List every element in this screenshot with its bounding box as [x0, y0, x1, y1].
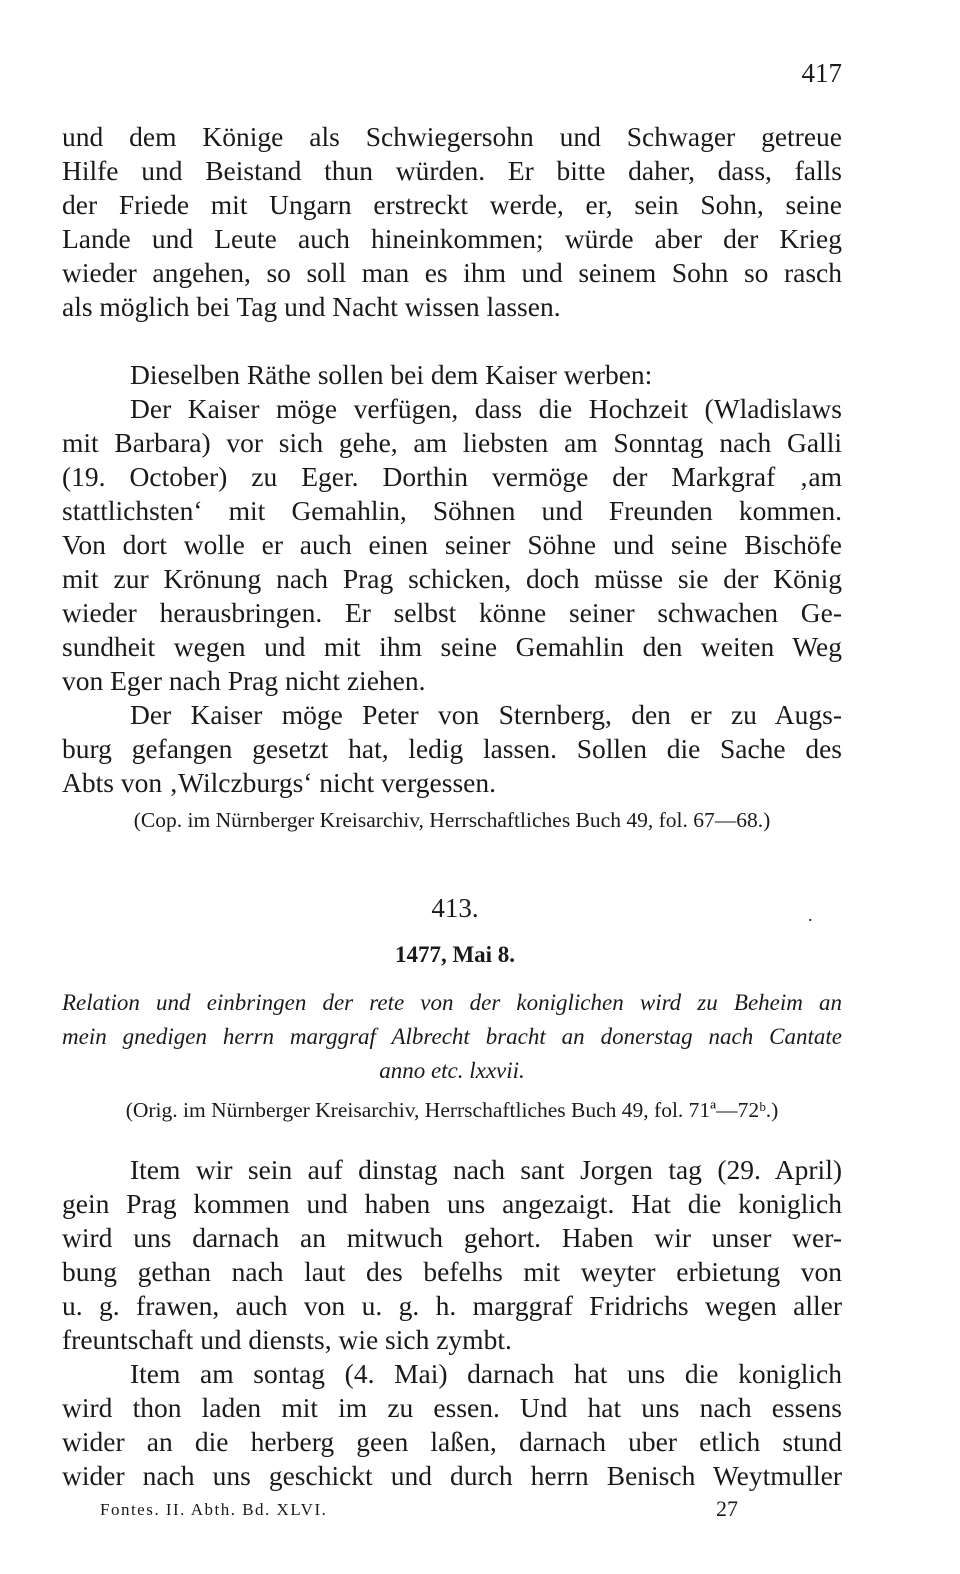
summary-line: mein gnedigen herrn marggraf Albrecht bracht an donerstag nach Cantate — [62, 1024, 842, 1049]
text-line: freuntschaft und diensts, wie sich zymbt. — [62, 1324, 512, 1355]
text-line: mit zur Krönung nach Prag schicken, doch müsse sie der König — [62, 563, 842, 594]
document-number: 413. — [431, 893, 479, 923]
text-line: Von dort wolle er auch einen seiner Söhne und seine Bischöfe — [62, 529, 842, 560]
document-date: 1477, Mai 8. — [394, 942, 516, 967]
source-citation: (Cop. im Nürnberger Kreisarchiv, Herrschaftliches Buch 49, fol. 67—68.) — [133, 808, 771, 832]
text-line: und dem Könige als Schwiegersohn und Schwager getreue — [62, 121, 842, 152]
text-line: Hilfe und Beistand thun würden. Er bitte daher, dass, falls — [62, 155, 842, 186]
source-citation: (Orig. im Nürnberger Kreisarchiv, Herrschaftliches Buch 49, fol. 71ª—72ᵇ.) — [125, 1098, 779, 1122]
text-line: stattlichsten‘ mit Gemahlin, Söhnen und Freunden kommen. — [62, 495, 842, 526]
text-line: gein Prag kommen und haben uns angezaigt. Hat die koniglich — [62, 1188, 842, 1219]
text-line: u. g. frawen, auch von u. g. h. marggraf Fridrichs wegen aller — [62, 1290, 842, 1321]
text-line: Item am sontag (4. Mai) darnach hat uns die koniglich — [130, 1358, 842, 1389]
text-line: Dieselben Räthe sollen bei dem Kaiser werben: — [130, 359, 653, 390]
text-line: Abts von ‚Wilczburgs‘ nicht vergessen. — [62, 767, 496, 798]
text-line: wird thon laden mit im zu essen. Und hat uns nach essens — [62, 1392, 842, 1423]
print-speck: . — [808, 905, 813, 925]
text-line: Item wir sein auf dinstag nach sant Jorgen tag (29. April) — [130, 1154, 842, 1185]
paragraph-instructions — [62, 358, 842, 800]
text-line: Lande und Leute auch hineinkommen; würde aber der Krieg — [62, 223, 842, 254]
text-line: als möglich bei Tag und Nacht wissen lassen. — [62, 291, 561, 322]
document-summary — [62, 986, 842, 1088]
text-line: wieder herausbringen. Er selbst könne seiner schwachen Ge- — [62, 597, 842, 628]
text-line: burg gefangen gesetzt hat, ledig lassen. Sollen die Sache des — [62, 733, 842, 764]
text-line: wider an die herberg geen laßen, darnach uber etlich stund — [62, 1426, 842, 1457]
text-line: mit Barbara) vor sich gehe, am liebsten am Sonntag nach Galli — [62, 427, 842, 458]
text-line: sundheit wegen und mit ihm seine Gemahlin den weiten Weg — [62, 631, 842, 662]
footer-signature: Fontes. II. Abth. Bd. XLVI. — [100, 1500, 328, 1519]
document-body — [62, 1153, 842, 1493]
summary-line: Relation und einbringen der rete von der koniglichen wird zu Beheim an — [62, 990, 842, 1015]
page-number: 417 — [801, 58, 842, 88]
text-line: von Eger nach Prag nicht ziehen. — [62, 665, 426, 696]
footer-sheet-number: 27 — [716, 1496, 738, 1521]
text-line: wider nach uns geschickt und durch herrn Benisch Weytmuller — [62, 1460, 842, 1491]
text-line: bung gethan nach laut des befelhs mit weyter erbietung von — [62, 1256, 842, 1287]
text-line: (19. October) zu Eger. Dorthin vermöge der Markgraf ‚am — [62, 461, 842, 492]
text-line: wird uns darnach an mitwuch gehort. Haben wir unser wer- — [62, 1222, 842, 1253]
text-line: der Friede mit Ungarn erstreckt werde, er, sein Sohn, seine — [62, 189, 842, 220]
text-line: Der Kaiser möge verfügen, dass die Hochzeit (Wladislaws — [130, 393, 842, 424]
text-line: Der Kaiser möge Peter von Sternberg, den er zu Augs- — [130, 699, 842, 730]
summary-line: anno etc. lxxvii. — [379, 1058, 525, 1083]
text-line: wieder angehen, so soll man es ihm und seinem Sohn so rasch — [62, 257, 842, 288]
paragraph-continuation — [62, 120, 842, 324]
